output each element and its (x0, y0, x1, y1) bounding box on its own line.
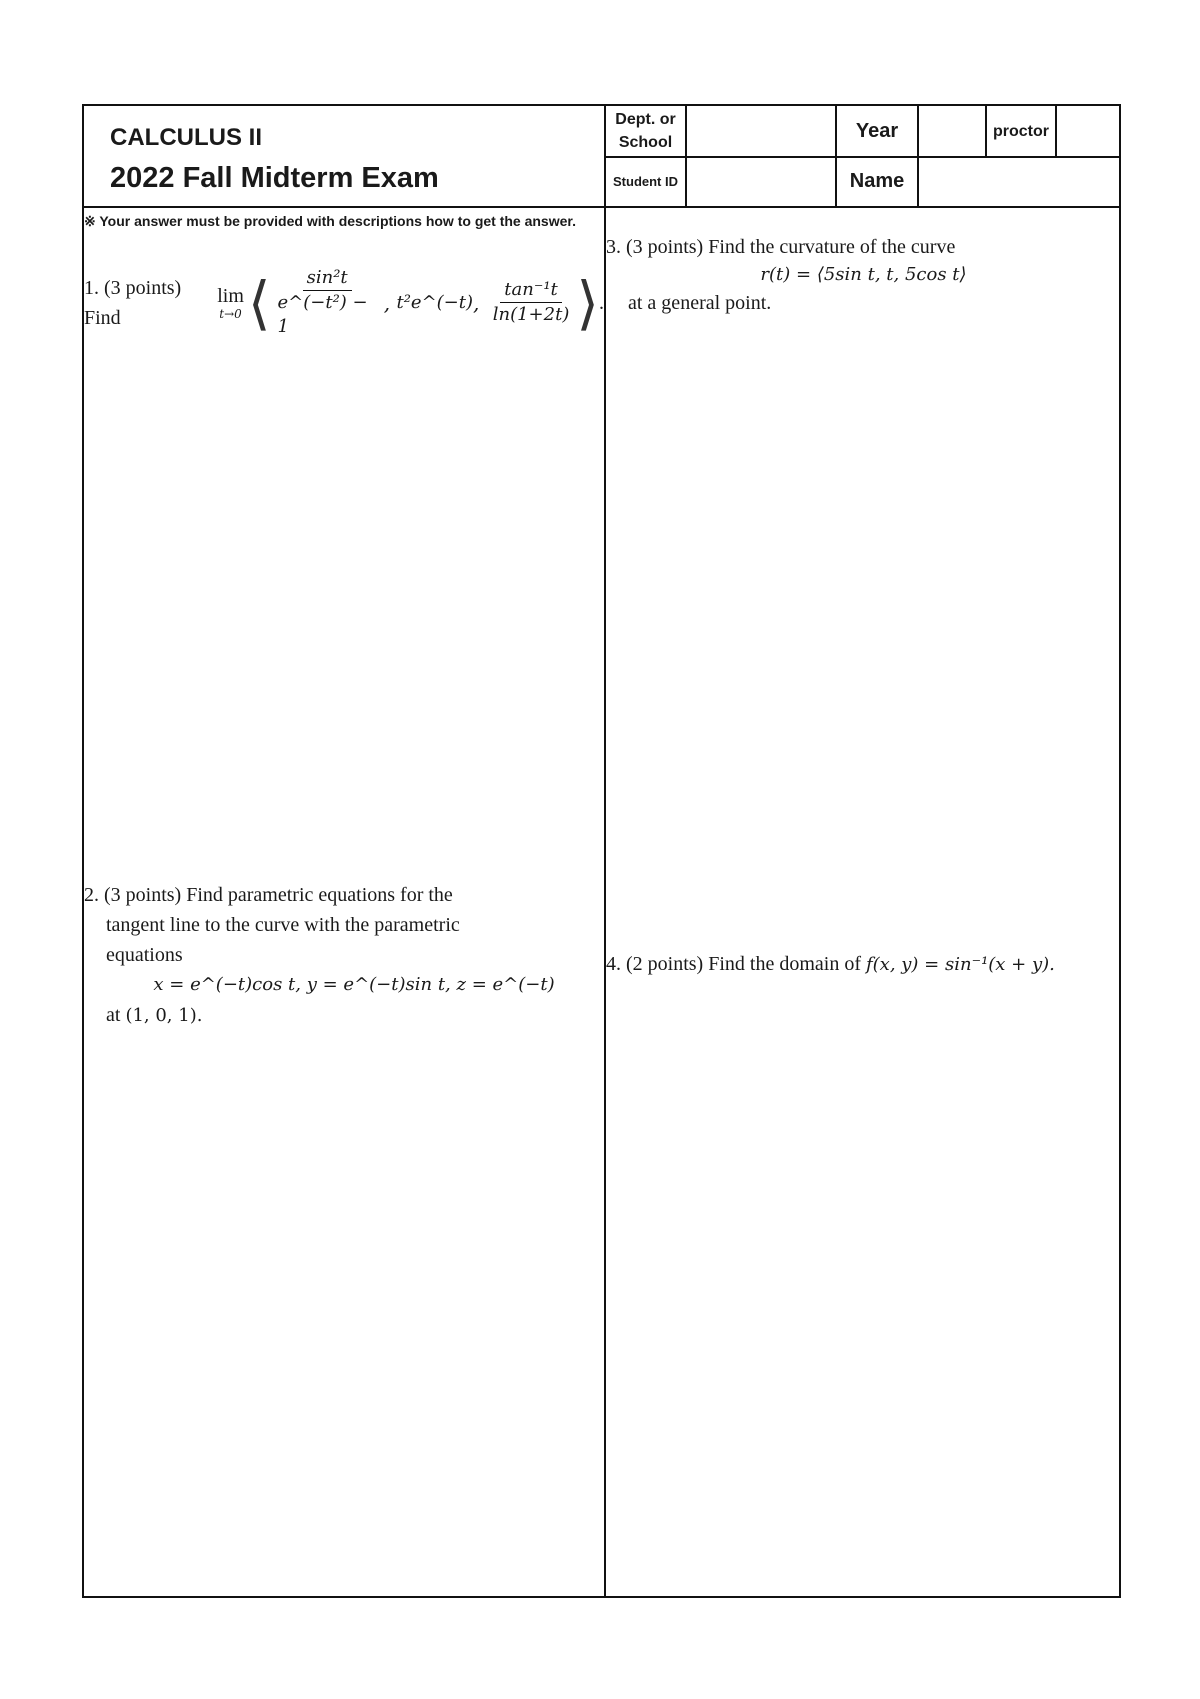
year-field[interactable] (919, 106, 985, 156)
answer-area-4[interactable] (606, 996, 1121, 1596)
answer-area-1[interactable] (84, 336, 604, 866)
proctor-label: proctor (993, 123, 1049, 140)
q3-line-3: at a general point. (628, 292, 772, 314)
q1-fraction-1 (274, 266, 381, 339)
q1-fraction-3 (489, 278, 574, 327)
q2-at-label: at (106, 1004, 121, 1026)
q1-lim-text: lim (217, 284, 244, 307)
q1-period: . (599, 291, 604, 314)
exam-sheet (82, 104, 1121, 1598)
instruction-note: ※ Your answer must be provided with descriptions how to get the answer. (84, 213, 576, 229)
dept-label (606, 108, 685, 154)
q1-limit (217, 285, 244, 321)
q1-comma-1: , (383, 290, 397, 315)
dept-label-line2: School (618, 134, 673, 151)
student-id-field[interactable] (687, 158, 835, 206)
q2-line-1: 2. (3 points) Find parametric equations for the (84, 884, 453, 906)
q2-line-3: equations (106, 944, 183, 966)
name-label: Name (849, 170, 905, 192)
q4-prefix: 4. (2 points) Find the domain of (606, 953, 861, 975)
student-id-label: Student ID (613, 174, 678, 189)
question-2 (84, 880, 604, 1031)
q3-equation: r(t) = ⟨5sin t, t, 5cos t⟩ (760, 264, 967, 285)
question-3 (606, 232, 1121, 318)
answer-area-3[interactable] (606, 328, 1121, 928)
q1-lim-sub: t→0 (219, 306, 242, 321)
year-label: Year (855, 120, 899, 142)
q2-at-line (84, 1000, 604, 1031)
exam-title: 2022 Fall Midterm Exam (110, 162, 439, 194)
name-field[interactable] (919, 158, 1121, 206)
course-title: CALCULUS II (110, 124, 262, 151)
q1-term-2: t²e^(−t) (396, 291, 474, 313)
dept-label-line1: Dept. or (615, 111, 676, 128)
q1-f1-den: e^(−t²) − 1 (277, 292, 368, 337)
q1-f1-num: sin²t (303, 266, 352, 291)
question-1 (84, 266, 604, 339)
q2-equation: x = e^(−t)cos t, y = e^(−t)sin t, z = e^(−t) (153, 974, 555, 995)
proctor-field[interactable] (1057, 106, 1121, 156)
q2-point: (1, 0, 1). (125, 1005, 203, 1026)
question-4 (606, 949, 1121, 980)
q1-f3-den: ln(1+2t) (492, 304, 570, 325)
answer-area-2[interactable] (84, 1036, 604, 1596)
q1-f3-num: tan⁻¹t (500, 278, 562, 303)
q1-left-angle: ⟨ (247, 268, 271, 337)
q3-line-1: 3. (3 points) Find the curvature of the curve (606, 236, 956, 258)
q1-comma-2: , (473, 290, 486, 315)
q4-function: f(x, y) = sin⁻¹(x + y). (865, 954, 1055, 975)
dept-field[interactable] (687, 106, 835, 156)
q2-line-2: tangent line to the curve with the parametric (106, 914, 460, 936)
q1-right-angle: ⟩ (576, 268, 599, 337)
q1-prefix: 1. (3 points) Find (84, 276, 182, 329)
